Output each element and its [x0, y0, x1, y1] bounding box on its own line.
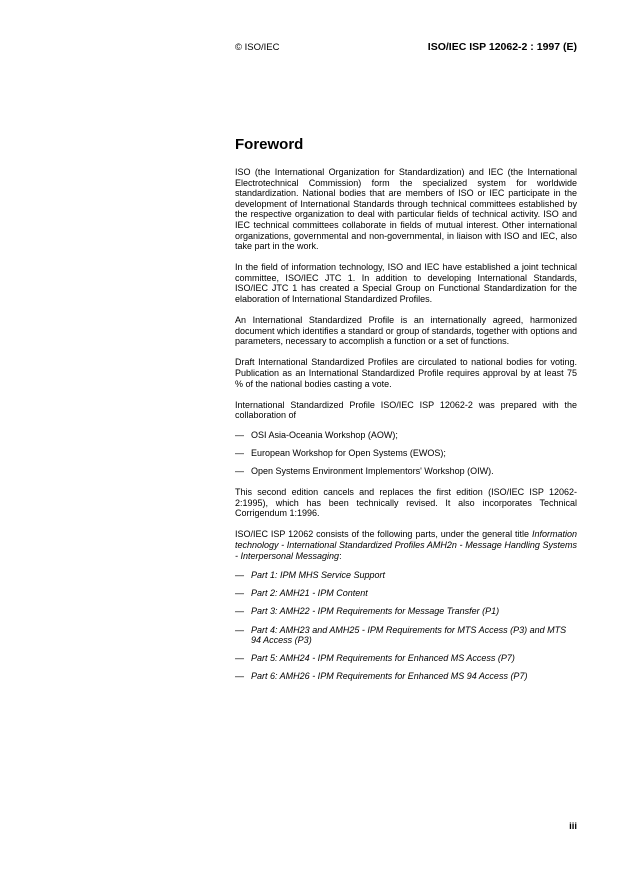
page-number: iii [569, 821, 577, 832]
general-title: Information technology - International Standardized Profiles AMH2n - Message Handling Systems - Interpersonal Messaging [235, 529, 577, 561]
parts-intro-end: : [339, 550, 342, 561]
dash-marker: — [235, 653, 244, 664]
workshop-text: Open Systems Environment Implementors' Workshop (OIW). [251, 466, 494, 477]
header-standard-id: ISO/IEC ISP 12062-2 : 1997 (E) [427, 41, 577, 53]
list-item-workshop [235, 430, 577, 441]
header-copyright: © ISO/IEC [235, 42, 280, 53]
dash-marker: — [235, 624, 244, 635]
list-item-workshop [235, 448, 577, 459]
paragraph-5: International Standardized Profile ISO/IEC ISP 12062-2 was prepared with the collaboration of [235, 399, 577, 421]
foreword-body [235, 167, 577, 689]
workshop-text: OSI Asia-Oceania Workshop (AOW); [251, 429, 398, 440]
paragraph-2: In the field of information technology, ISO and IEC have established a joint technical committee, ISO/IEC JTC 1. In addition to developing International Standards, ISO/IEC JTC 1 has created a Special Group on Functional Standardization for the elaboration of International Standardized Profiles. [235, 262, 577, 305]
paragraph-6: This second edition cancels and replaces the first edition (ISO/IEC ISP 12062-2:1995), which has been technically revised. It also incorporates Technical Corrigendum 1:1996. [235, 487, 577, 519]
list-item-part [235, 570, 577, 581]
dash-marker: — [235, 588, 244, 599]
list-item-part [235, 625, 577, 646]
part-text: Part 4: AMH23 and AMH25 - IPM Requirements for MTS Access (P3) and MTS 94 Access (P3) [251, 624, 567, 646]
part-text: Part 5: AMH24 - IPM Requirements for Enhanced MS Access (P7) [251, 653, 515, 664]
paragraph-7 [235, 529, 577, 561]
dash-marker: — [235, 447, 244, 458]
list-item-workshop [235, 466, 577, 477]
part-text: Part 2: AMH21 - IPM Content [251, 588, 368, 599]
parts-intro: ISO/IEC ISP 12062 consists of the following parts, under the general title [235, 529, 530, 540]
list-item-part [235, 671, 577, 682]
list-item-part [235, 653, 577, 664]
part-text: Part 6: AMH26 - IPM Requirements for Enhanced MS 94 Access (P7) [251, 671, 528, 682]
paragraph-4: Draft International Standardized Profiles are circulated to national bodies for voting. Publication as an International Standardized Profile requires approval by at least 75 % of the national bodies casting a vote. [235, 357, 577, 389]
dash-marker: — [235, 671, 244, 682]
dash-marker: — [235, 570, 244, 581]
dash-marker: — [235, 466, 244, 477]
paragraph-1: ISO (the International Organization for Standardization) and IEC (the International Electrotechnical Commission) form the specialized system for worldwide standardization. National bodies that are members of ISO or IEC participate in the development of International Standards through technical committees established by the respective organization to deal with particular fields of technical activity. ISO and IEC technical committees collaborate in fields of mutual interest. Other international organizations, governmental and non-governmental, in liaison with ISO and IEC, also take part in the work. [235, 167, 577, 252]
part-text: Part 3: AMH22 - IPM Requirements for Message Transfer (P1) [251, 606, 500, 617]
workshop-text: European Workshop for Open Systems (EWOS); [251, 447, 446, 458]
dash-marker: — [235, 606, 244, 617]
list-item-part [235, 606, 577, 617]
paragraph-3: An International Standardized Profile is an internationally agreed, harmonized document which identifies a standard or group of standards, together with options and parameters, necessary to accomplish a function or a set of functions. [235, 315, 577, 347]
dash-marker: — [235, 429, 244, 440]
part-text: Part 1: IPM MHS Service Support [251, 570, 386, 581]
list-item-part [235, 588, 577, 599]
page-title: Foreword [235, 136, 304, 153]
